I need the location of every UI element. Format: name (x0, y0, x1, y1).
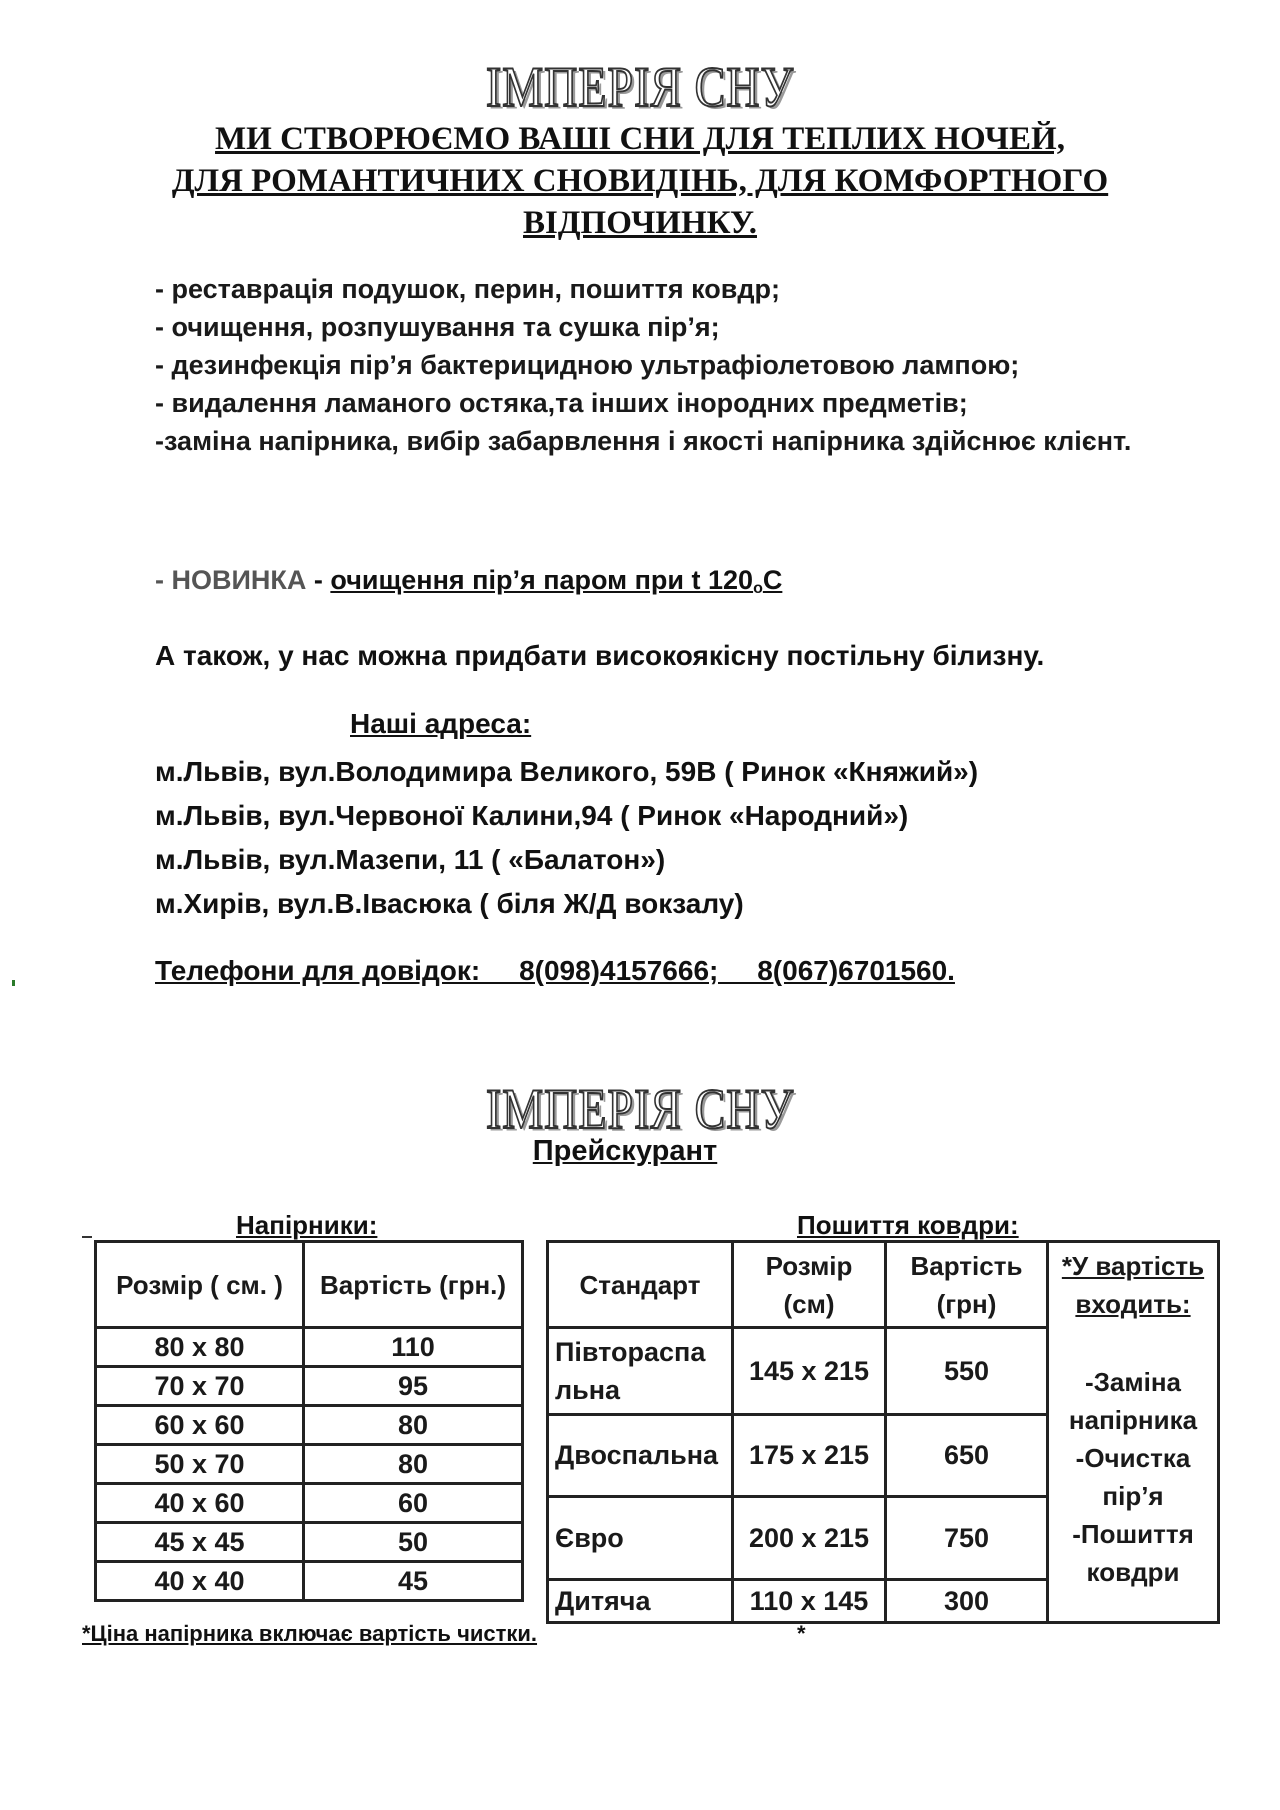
standard-cell: Дитяча (548, 1580, 733, 1623)
size-cell: 200 x 215 (733, 1497, 886, 1580)
size-cell: 45 x 45 (96, 1523, 304, 1562)
stray-asterisk: * (797, 1621, 806, 1646)
blankets-table (546, 1240, 1220, 1624)
price-cell: 750 (886, 1497, 1048, 1580)
table-header-row (96, 1242, 523, 1328)
price-cell: 110 (304, 1328, 523, 1367)
included-note (1048, 1242, 1219, 1623)
headline-line-3: ВІДПОЧИНКУ. (523, 205, 757, 241)
column-header: Вартість (грн) (886, 1242, 1048, 1328)
phones-line: Телефони для довідок: 8(098)4157666; 8(067)6701560. (155, 955, 955, 986)
price-cell: 50 (304, 1523, 523, 1562)
novelty-unit: С (762, 565, 783, 595)
degree-mark: о (753, 580, 763, 597)
table-row (96, 1562, 523, 1601)
standard-cell: Двоспальна (548, 1415, 733, 1497)
brand-logo-bottom: ІМПЕРІЯ СНУ (485, 1076, 795, 1141)
headline-line-2: ДЛЯ РОМАНТИЧНИХ СНОВИДІНЬ, ДЛЯ КОМФОРТНОГО (171, 163, 1109, 199)
headline-line-1: МИ СТВОРЮЄМО ВАШІ СНИ ДЛЯ ТЕПЛИХ НОЧЕЙ, (215, 121, 1065, 157)
bedding-note: А також, у нас можна придбати високоякісну постільну білизну. (155, 640, 1045, 671)
stray-dash (82, 1236, 92, 1238)
novelty-tag: - НОВИНКА (155, 565, 307, 595)
pillows-caption: Напірники: (236, 1210, 378, 1240)
price-cell: 300 (886, 1580, 1048, 1623)
table-row (96, 1328, 523, 1367)
table-row (96, 1523, 523, 1562)
size-cell: 80 x 80 (96, 1328, 304, 1367)
price-cell: 80 (304, 1406, 523, 1445)
brand-logo-top: ІМПЕРІЯ СНУ (485, 54, 795, 119)
price-cell: 95 (304, 1367, 523, 1406)
blankets-caption: Пошиття ковдри: (797, 1210, 1019, 1240)
address-item: м.Львів, вул.Мазепи, 11 ( «Балатон») (155, 844, 666, 875)
price-cell: 80 (304, 1445, 523, 1484)
price-cell: 45 (304, 1562, 523, 1601)
address-item: м.Львів, вул.Червоної Калини,94 ( Ринок «Народний») (155, 800, 909, 831)
table-row (96, 1484, 523, 1523)
size-cell: 40 x 60 (96, 1484, 304, 1523)
included-note-items: -Заміна напірника -Очистка пір’я -Пошиття ковдри (1068, 1367, 1198, 1587)
column-header: Розмір (см) (733, 1242, 886, 1328)
table-row (96, 1367, 523, 1406)
service-item: - реставрація подушок, перин, пошиття ковдр; (155, 274, 781, 304)
price-list-title: Прейскурант (532, 1135, 718, 1167)
service-item: - очищення, розпушування та сушка пір’я; (155, 312, 720, 342)
service-item: - дезинфекція пір’я бактерицидною ультрафіолетовою лампою; (155, 350, 1020, 380)
scan-speck (12, 980, 15, 986)
size-cell: 50 x 70 (96, 1445, 304, 1484)
price-cell: 60 (304, 1484, 523, 1523)
price-cell: 550 (886, 1328, 1048, 1415)
standard-cell: Півтораспа льна (548, 1328, 733, 1415)
column-header: Вартість (грн.) (304, 1242, 523, 1328)
price-footnote: *Ціна напірника включає вартість чистки. (82, 1621, 538, 1646)
service-item: - видалення ламаного остяка,та інших інородних предметів; (155, 388, 968, 418)
addresses-list (155, 750, 978, 926)
column-header: Стандарт (548, 1242, 733, 1328)
included-note-heading: *У вартість входить: (1061, 1251, 1205, 1319)
novelty-separator: - (306, 565, 331, 595)
table-row (96, 1445, 523, 1484)
addresses-heading: Наші адреса: (350, 708, 532, 739)
size-cell: 175 x 215 (733, 1415, 886, 1497)
column-header: Розмір ( см. ) (96, 1242, 304, 1328)
price-cell: 650 (886, 1415, 1048, 1497)
pillows-table (94, 1240, 524, 1602)
standard-cell: Євро (548, 1497, 733, 1580)
size-cell: 70 x 70 (96, 1367, 304, 1406)
size-cell: 145 x 215 (733, 1328, 886, 1415)
address-item: м.Львів, вул.Володимира Великого, 59В ( Ринок «Княжий») (155, 756, 979, 787)
size-cell: 40 x 40 (96, 1562, 304, 1601)
address-item: м.Хирів, вул.В.Івасюка ( біля Ж/Д вокзалу) (155, 888, 744, 919)
table-row (96, 1406, 523, 1445)
services-list (155, 270, 1215, 460)
size-cell: 60 x 60 (96, 1406, 304, 1445)
service-item: -заміна напірника, вибір забарвлення і якості напірника здійснює клієнт. (155, 426, 1132, 456)
table-header-row (548, 1242, 1219, 1328)
novelty-text-main: очищення пір’я паром при t 120 (330, 565, 754, 595)
novelty-line (155, 565, 782, 596)
novelty-text (330, 565, 782, 595)
size-cell: 110 x 145 (733, 1580, 886, 1623)
